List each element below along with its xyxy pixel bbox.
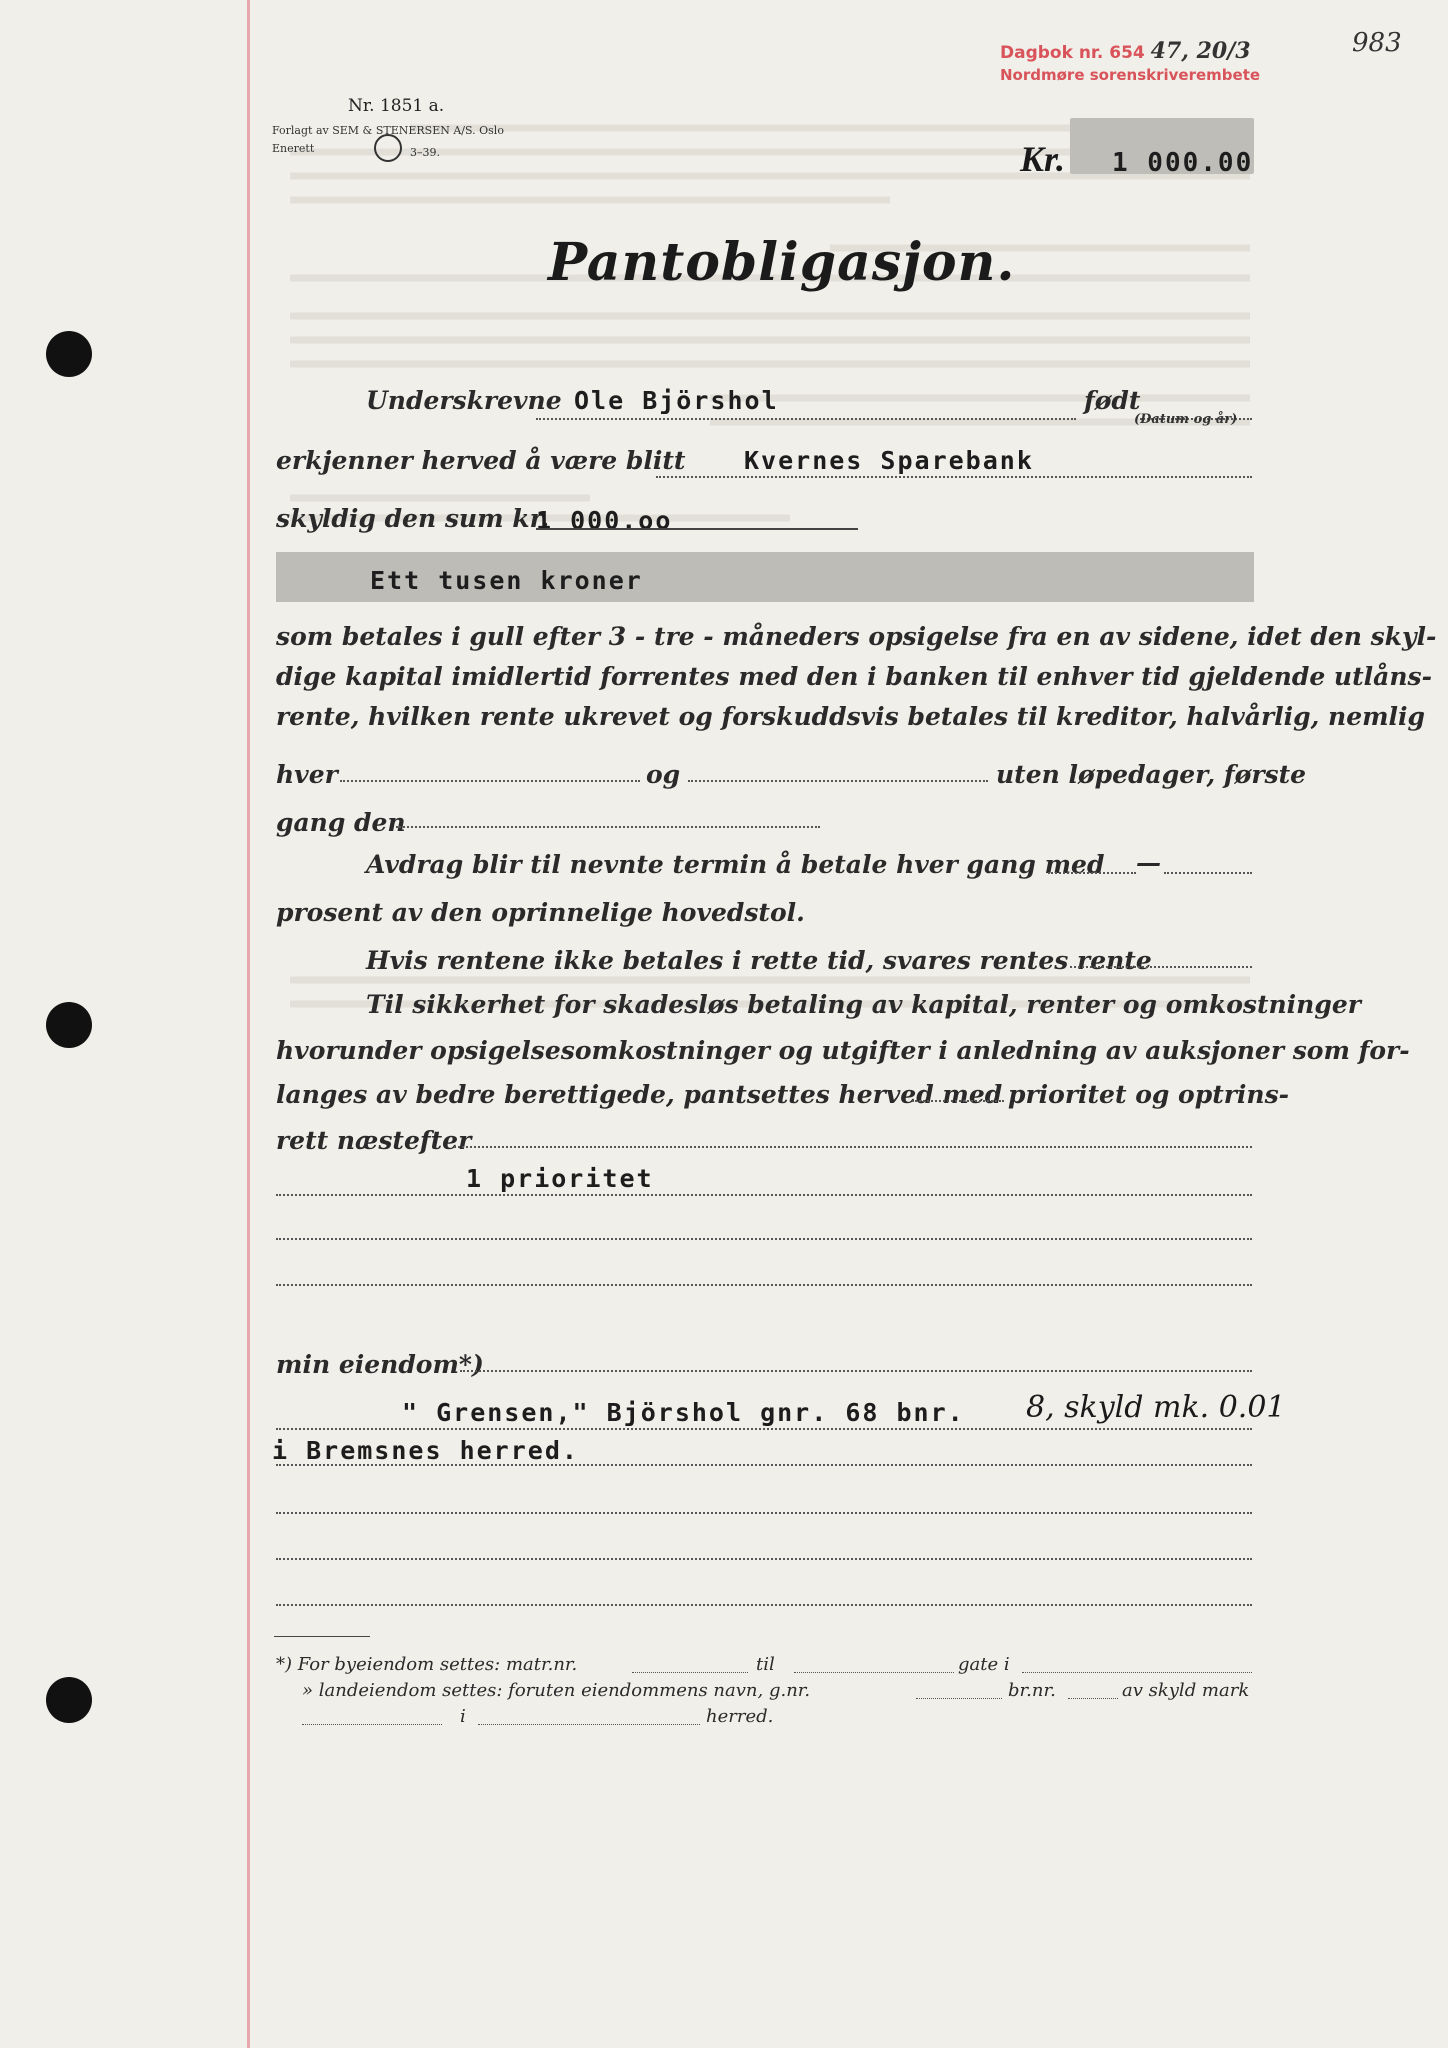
footnote-dots [1068, 1698, 1118, 1699]
avdrag-text: Avdrag blir til nevnte termin å betale hver gang med [366, 850, 1105, 879]
property-value: " Grensen," Björshol gnr. 68 bnr. [402, 1398, 965, 1427]
property-line-1 [460, 1370, 1252, 1372]
security-line1: Til sikkerhet for skadesløs betaling av kapital, renter og omkostninger [366, 990, 1361, 1019]
undersigned-label: Underskrevne [366, 386, 562, 415]
footnote-line3a: i [460, 1706, 466, 1727]
footnote-dots [302, 1724, 442, 1725]
blank-line-3 [276, 1284, 1252, 1286]
property-label: min eiendom*) [276, 1350, 484, 1379]
form-number: Nr. 1851 a. [348, 96, 445, 116]
prosent-text: prosent av den oprinnelige hovedstol. [276, 898, 805, 927]
publisher-line1: Forlagt av SEM & STENERSEN A/S. Oslo [272, 124, 504, 137]
punch-hole [46, 1677, 92, 1723]
priority-value: 1 prioritet [466, 1164, 654, 1193]
blank-line-7 [276, 1604, 1252, 1606]
avdrag-line [1048, 872, 1136, 874]
footnote-rule [274, 1636, 370, 1637]
property-line-2 [276, 1428, 1252, 1430]
blank-line-5 [276, 1512, 1252, 1514]
footnote-line3b: herred. [706, 1706, 774, 1727]
amount-label: Kr. [1020, 139, 1066, 179]
footnote-line1a: *) For byeiendom settes: matr.nr. [276, 1654, 578, 1675]
security-line2: hvorunder opsigelsesomkostninger og utgifter i anledning av auksjoner som for- [276, 1036, 1410, 1065]
amount-value: 1 000.00 [1112, 148, 1254, 178]
priority-line [912, 1100, 1004, 1102]
publisher-logo-icon [374, 134, 402, 162]
publisher-date: 3–39. [410, 146, 440, 159]
page-number: 983 [1352, 28, 1402, 58]
property-handwritten: 8, skyld mk. 0.01 [1026, 1390, 1286, 1425]
og-label: og [646, 760, 681, 789]
gang-den-line [396, 826, 820, 828]
acknowledge-label: erkjenner herved å være blitt [276, 446, 686, 475]
undersigned-value: Ole Björshol [574, 386, 779, 415]
security-line4-fill [454, 1146, 1252, 1148]
publisher-line2: Enerett [272, 142, 315, 155]
journal-stamp-line2: Nordmøre sorenskriverembete [1000, 66, 1261, 84]
footnote-line2a: » landeiendom settes: foruten eiendommens navn, g.nr. [302, 1680, 811, 1701]
footnote-dots [1022, 1672, 1252, 1673]
document-title: Pantobligasjon. [548, 232, 1016, 293]
terms-line1: som betales i gull efter 3 - tre - måneders opsigelse fra en av sidene, idet den skyl- [276, 622, 1437, 651]
footnote-dots [794, 1672, 954, 1673]
creditor-line [656, 476, 1252, 478]
security-line3a: langes av bedre berettigede, pantsettes herved med [276, 1080, 1003, 1109]
hver-line [340, 780, 640, 782]
terms-line3: rente, hvilken rente ukrevet og forskuddsvis betales til kreditor, halvårlig, nemlig [276, 702, 1426, 731]
lopedager-label: uten løpedager, første [996, 760, 1307, 789]
footnote-dots [632, 1672, 748, 1673]
journal-date-handwritten: 47, 20/3 [1150, 38, 1251, 64]
footnote-dots [478, 1724, 700, 1725]
municipality-value: i Bremsnes herred. [272, 1436, 579, 1465]
journal-stamp-line1: Dagbok nr. 654 47, 20/3 [1000, 38, 1251, 64]
margin-line [247, 0, 250, 2048]
creditor-value: Kvernes Sparebank [744, 446, 1034, 475]
blank-line-4 [276, 1464, 1252, 1466]
terms-line2: dige kapital imidlertid forrentes med den i banken til enhver tid gjeldende utlåns- [276, 662, 1432, 691]
born-hint: (Datum og år) [1134, 412, 1238, 427]
born-label: født [1084, 386, 1141, 415]
owed-value: 1 000.oo [536, 506, 673, 535]
punch-hole [46, 331, 92, 377]
blank-line-6 [276, 1558, 1252, 1560]
rentes-rente-line [1070, 966, 1252, 968]
owed-line [536, 528, 858, 530]
rentes-rente-text: Hvis rentene ikke betales i rette tid, svares rentes rente [366, 946, 1152, 975]
footnote-line1b: til [756, 1654, 775, 1675]
security-line4: rett næstefter [276, 1126, 472, 1155]
amount-words-value: Ett tusen kroner [370, 566, 643, 595]
footnote-line1c: gate i [958, 1654, 1010, 1675]
avdrag-line-2 [1164, 872, 1252, 874]
avdrag-dash: — [1136, 848, 1161, 877]
undersigned-line [536, 418, 1076, 420]
og-line [688, 780, 988, 782]
hver-label: hver [276, 760, 338, 789]
owed-label: skyldig den sum kr. [276, 504, 550, 533]
punch-hole [46, 1002, 92, 1048]
footnote-dots [916, 1698, 1002, 1699]
blank-line-1 [276, 1194, 1252, 1196]
footnote-line2c: av skyld mark [1122, 1680, 1250, 1701]
footnote-line2b: br.nr. [1008, 1680, 1056, 1701]
blank-line-2 [276, 1238, 1252, 1240]
gang-den-label: gang den [276, 808, 406, 837]
security-line3b: prioritet og optrins- [1008, 1080, 1290, 1109]
